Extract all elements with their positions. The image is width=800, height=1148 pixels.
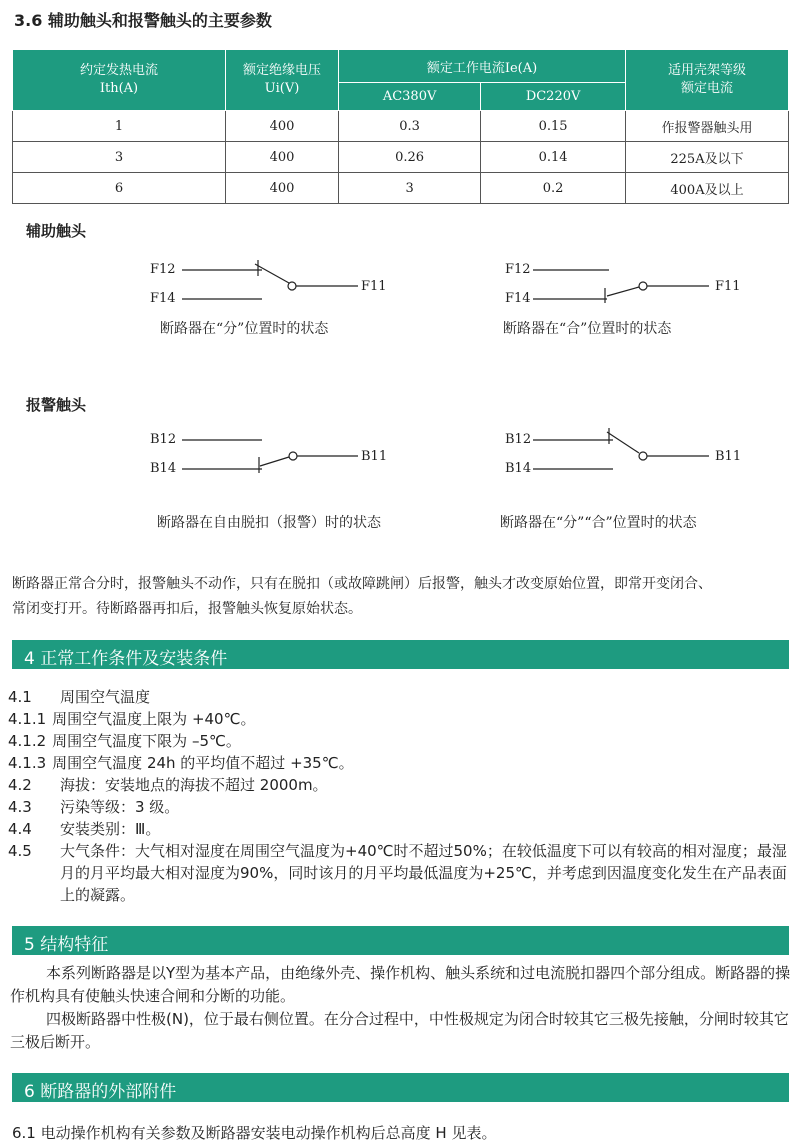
aux-left-switch-symbol [170, 250, 370, 310]
section-5-body [10, 962, 792, 1054]
aux-left-f14-label: F14 [150, 291, 176, 306]
header-dc220v: DC220V [481, 83, 626, 111]
alarm-left-caption: 断路器在自由脱扣（报警）时的状态 [157, 515, 381, 531]
alarm-contact-title: 报警触头 [26, 396, 87, 414]
table-row: 1 400 0.3 0.15 作报警器触头用 [13, 111, 789, 142]
list-item: 4.1.1 周围空气温度上限为 +40℃。 [8, 710, 256, 728]
list-item: 4.2 海拔：安装地点的海拔不超过 2000m。 [8, 776, 328, 794]
section-5-paragraph-1: 本系列断路器是以Y型为基本产品，由绝缘外壳、操作机构、触头系统和过电流脱扣器四个部分组成。断路器的操作机构具有使触头快速合闸和分断的功能。 [10, 964, 791, 1005]
list-item: 4.1 周围空气温度 [8, 688, 151, 706]
alarm-right-switch-symbol [525, 420, 715, 480]
alarm-right-caption: 断路器在“分”“合”位置时的状态 [500, 515, 697, 531]
header-ui: 额定绝缘电压 Ui(V) [226, 50, 339, 111]
alarm-right-b11-label: B11 [715, 449, 742, 464]
header-frame-current: 适用壳架等级 额定电流 [626, 50, 789, 111]
aux-right-f12-label: F12 [505, 262, 531, 277]
aux-left-f11-label: F11 [361, 279, 387, 294]
aux-right-f11-label: F11 [715, 279, 741, 294]
list-item: 4.1.2 周围空气温度下限为 –5℃。 [8, 732, 241, 750]
header-ac380v: AC380V [339, 83, 481, 111]
list-item: 4.4 安装类别：Ⅲ。 [8, 820, 161, 838]
alarm-left-b14-label: B14 [150, 461, 177, 476]
aux-left-caption: 断路器在“分”位置时的状态 [160, 321, 329, 337]
aux-right-f14-label: F14 [505, 291, 531, 306]
aux-left-f12-label: F12 [150, 262, 176, 277]
section-6-1-text: 6.1 电动操作机构有关参数及断路器安装电动操作机构后总高度 H 见表。 [12, 1124, 497, 1142]
section-5-header: 5 结构特征 [12, 926, 789, 955]
section-3-6-title: 3.6 辅助触头和报警触头的主要参数 [14, 11, 272, 30]
alarm-right-b12-label: B12 [505, 432, 532, 447]
section-4-list [8, 686, 793, 906]
list-item: 4.5 大气条件：大气相对湿度在周围空气温度为+40℃时不超过50%；在较低温度下可以有较高的相对湿度；最湿月的月平均最大相对湿度为90%，同时该月的月平均最低温度为+25℃，并考虑到因温度变化发生在产品表面上的凝露。 [8, 842, 787, 904]
alarm-left-b12-label: B12 [150, 432, 177, 447]
alarm-right-b14-label: B14 [505, 461, 532, 476]
table-row: 6 400 3 0.2 400A及以上 [13, 173, 789, 204]
aux-right-caption: 断路器在“合”位置时的状态 [503, 321, 672, 337]
section-4-header: 4 正常工作条件及安装条件 [12, 640, 789, 669]
aux-right-switch-symbol [525, 250, 715, 310]
section-6-header: 6 断路器的外部附件 [12, 1073, 789, 1102]
alarm-left-switch-symbol [170, 420, 370, 480]
aux-contact-title: 辅助触头 [26, 222, 87, 240]
list-item: 4.3 污染等级：3 级。 [8, 798, 180, 816]
alarm-note-paragraph: 断路器正常合分时，报警触头不动作，只有在脱扣（或故障跳闸）后报警，触头才改变原始位置，即常开变闭合、 常闭变打开。待断路器再扣后，报警触头恢复原始状态。 [12, 576, 712, 617]
section-5-paragraph-2: 四极断路器中性极(N)，位于最右侧位置。在分合过程中，中性极规定为闭合时较其它三极先接触，分闸时较其它三极后断开。 [10, 1010, 789, 1051]
header-ith: 约定发热电流 Ith(A) [13, 50, 226, 111]
table-row: 3 400 0.26 0.14 225A及以下 [13, 142, 789, 173]
header-ie: 额定工作电流Ie(A) [339, 50, 626, 83]
contact-params-table [12, 49, 789, 204]
alarm-left-b11-label: B11 [361, 449, 388, 464]
list-item: 4.1.3 周围空气温度 24h 的平均值不超过 +35℃。 [8, 754, 354, 772]
